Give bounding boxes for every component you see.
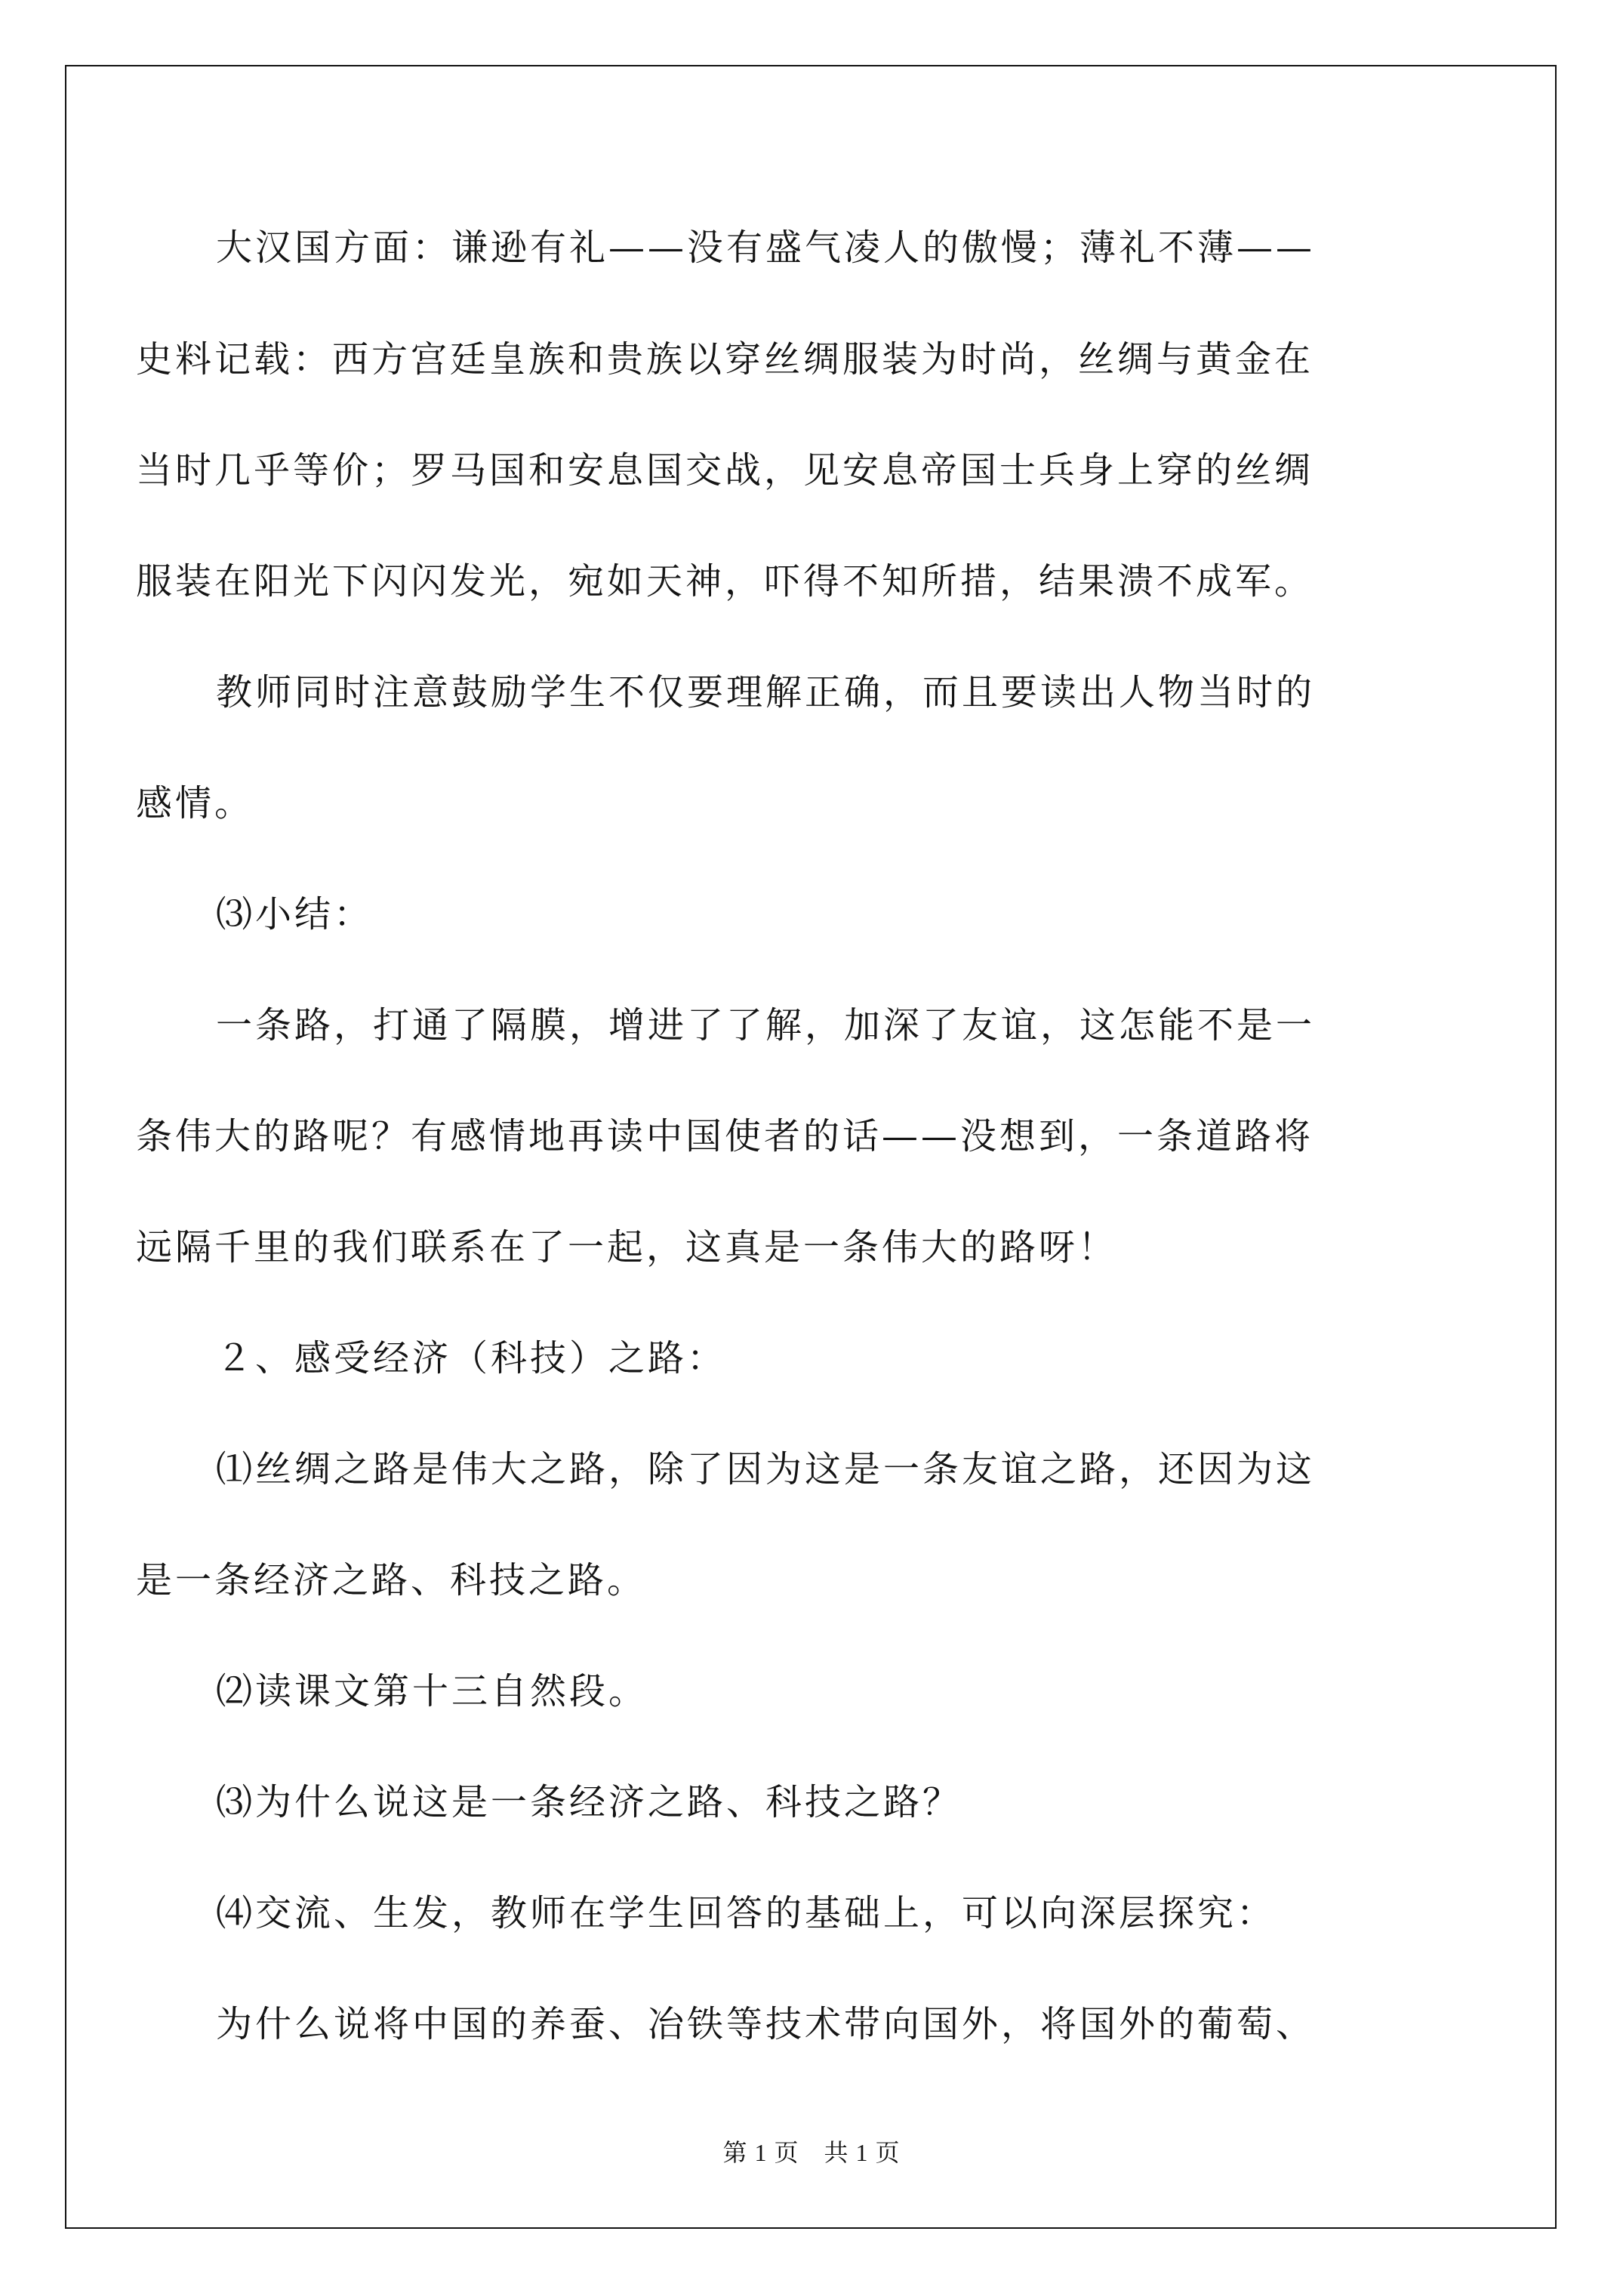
text-line: 大汉国方面：谦逊有礼——没有盛气凌人的傲慢；薄礼不薄——: [216, 227, 1316, 269]
text-line: 是一条经济之路、科技之路。: [136, 1559, 647, 1601]
text-line: 条伟大的路呢？有感情地再读中国使者的话——没想到，一条道路将: [136, 1115, 1314, 1157]
text-line: 一条路，打通了隔膜，增进了了解，加深了友谊，这怎能不是一: [216, 1004, 1316, 1046]
text-line: ⑷交流、生发，教师在学生回答的基础上，可以向深层探究：: [216, 1892, 1277, 1934]
text-line: ⑶小结：: [216, 893, 374, 935]
page-number: 第 1 页 共 1 页: [722, 2139, 901, 2166]
section-heading: ２、感受经济（科技）之路：: [216, 1337, 727, 1379]
text-line: 远隔千里的我们联系在了一起，这真是一条伟大的路呀！: [136, 1226, 1118, 1268]
text-line: ⑵读课文第十三自然段。: [216, 1670, 648, 1712]
text-line: 当时几乎等价；罗马国和安息国交战，见安息帝国士兵身上穿的丝绸: [136, 449, 1314, 492]
text-line: 教师同时注意鼓励学生不仅要理解正确，而且要读出人物当时的: [216, 671, 1316, 713]
text-line: 史料记载：西方宫廷皇族和贵族以穿丝绸服装为时尚，丝绸与黄金在: [136, 338, 1314, 381]
text-line: ⑴丝绸之路是伟大之路，除了因为这是一条友谊之路，还因为这: [216, 1448, 1316, 1490]
text-line: 服装在阳光下闪闪发光，宛如天神，吓得不知所措，结果溃不成军。: [136, 560, 1314, 603]
text-line: ⑶为什么说这是一条经济之路、科技之路？: [216, 1781, 962, 1823]
text-line: 为什么说将中国的养蚕、冶铁等技术带向国外，将国外的葡萄、: [216, 2003, 1316, 2045]
text-line: 感情。: [136, 782, 254, 824]
